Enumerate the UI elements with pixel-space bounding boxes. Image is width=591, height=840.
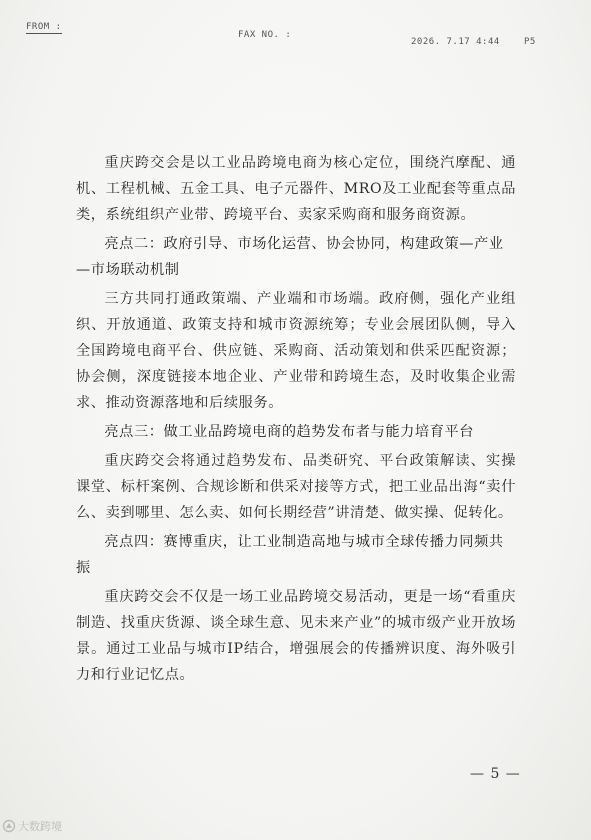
page-number: — 5 — <box>470 766 521 782</box>
heading-highlight-four: 亮点四：赛博重庆，让工业制造高地与城市全球传播力同频共振 <box>76 534 504 576</box>
document-body <box>76 150 516 688</box>
watermark-text: 大数跨境 <box>18 820 62 833</box>
fax-from-label: FROM : <box>26 22 62 32</box>
paragraph-overview: 重庆跨交会是以工业品跨境电商为核心定位，围绕汽摩配、通机、工程机械、五金工具、电子元器件、MRO及工业配套等重点品类，系统组织产业带、跨境平台、卖家采购商和服务商资源。 <box>76 155 516 223</box>
fax-date-time: 2026. 7.17 4:44 <box>411 37 500 47</box>
fax-number-label: FAX NO. : <box>238 30 292 40</box>
paragraph-highlight-three: 重庆跨交会将通过趋势发布、品类研究、平台政策解读、实操课堂、标杆案例、合规诊断和供采对接等方式，把工业品出海“卖什么、卖到哪里、怎么卖、如何长期经营”讲清楚、做实操、促转化。 <box>76 453 516 521</box>
brand-logo-icon <box>2 819 16 833</box>
paragraph-highlight-two: 三方共同打通政策端、产业端和市场端。政府侧，强化产业组织、开放通道、政策支持和城市资源统筹；专业会展团队侧，导入全国跨境电商平台、供应链、采购商、活动策划和供采匹配资源；协会侧，深度链接本地企业、产业带和跨境生态，及时收集企业需求、推动资源落地和后续服务。 <box>76 291 516 411</box>
fax-page-label: P5 <box>524 37 536 47</box>
heading-highlight-three: 亮点三：做工业品跨境电商的趋势发布者与能力培育平台 <box>104 424 475 440</box>
paragraph-highlight-four: 重庆跨交会不仅是一场工业品跨境交易活动，更是一场“看重庆制造、找重庆货源、谈全球生意、见未来产业”的城市级产业开放场景。通过工业品与城市IP结合，增强展会的传播辨识度、海外吸引力和行业记忆点。 <box>76 589 516 683</box>
watermark <box>2 818 62 834</box>
fax-header <box>0 22 591 47</box>
heading-highlight-two: 亮点二：政府引导、市场化运营、协会协同，构建政策—产业—市场联动机制 <box>76 236 504 278</box>
